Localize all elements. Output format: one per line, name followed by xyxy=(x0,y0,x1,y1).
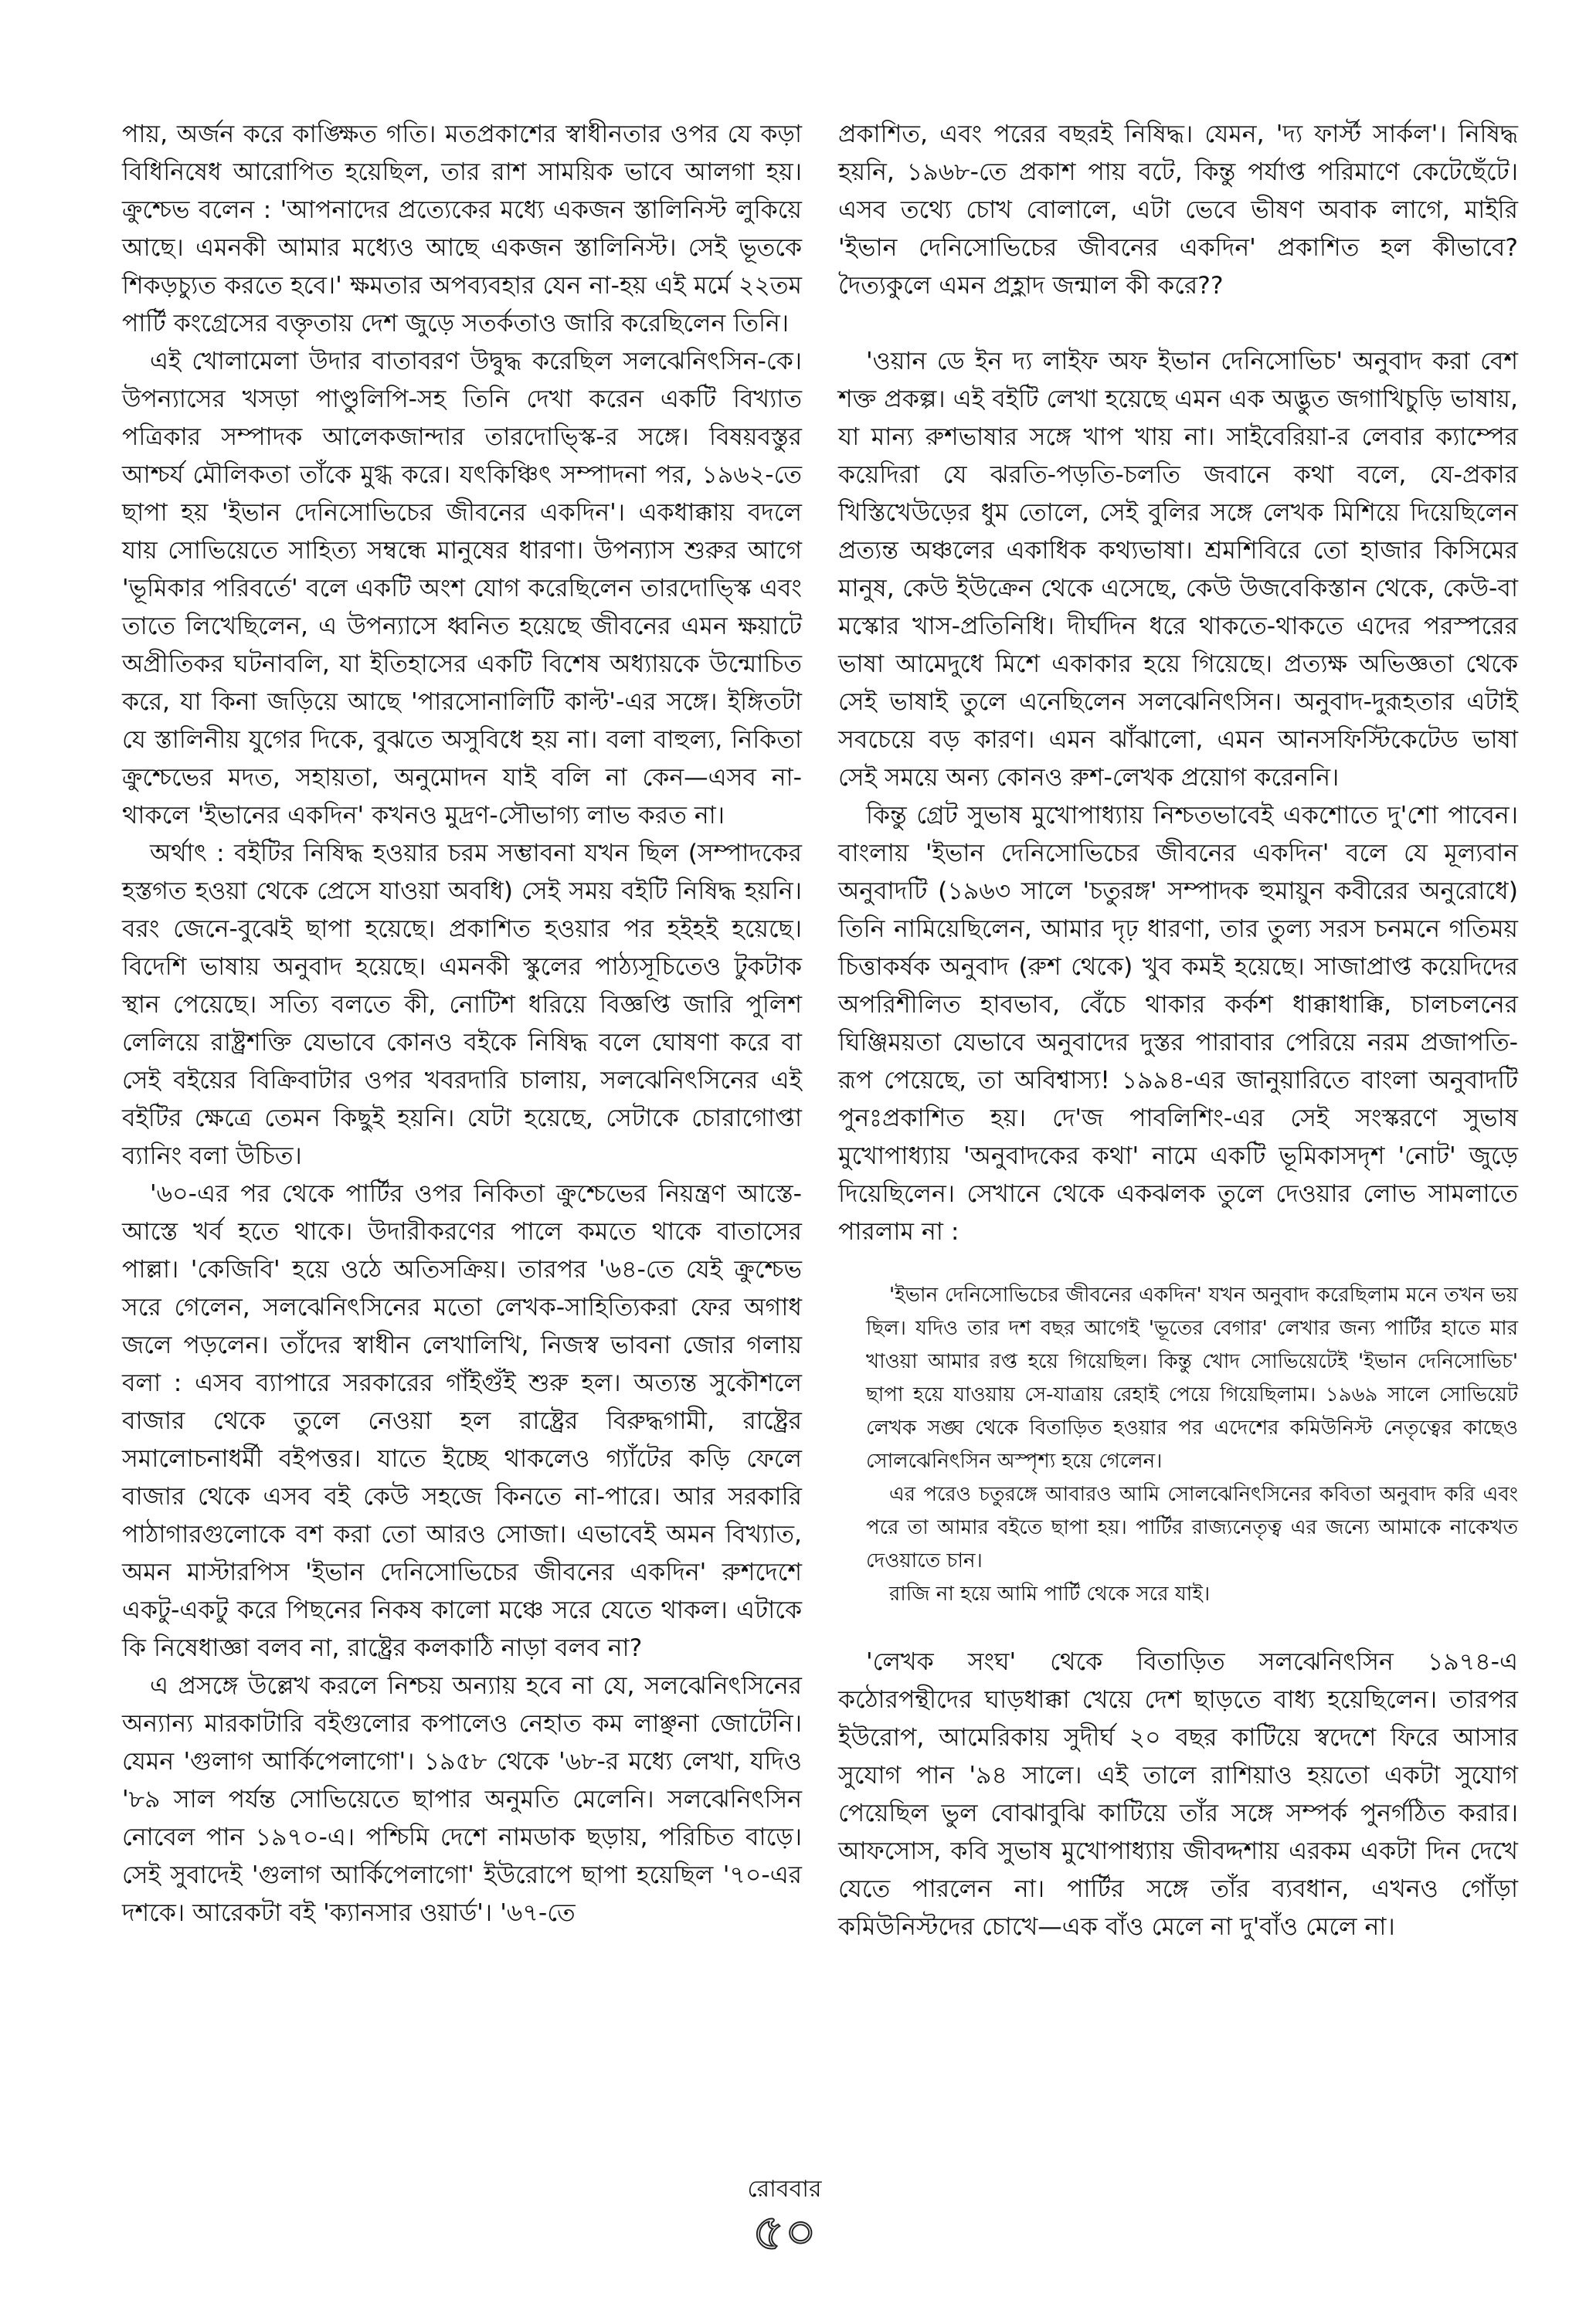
paragraph: পায়, অর্জন করে কাঙ্ক্ষিত গতি। মতপ্রকাশের স্বাধীনতার ওপর যে কড়া বিধিনিষেধ আরোপিত হয়েছিল, তার রাশ সাময়িক ভাবে আলগা হয়। ক্রুশ্চেভ বলেন : 'আপনাদের প্রত্যেকের মধ্যে একজন স্তালিনিস্ট লুকিয়ে আছে। এমনকী আমার মধ্যেও আছে একজন স্তালিনিস্ট। সেই ভূতকে শিকড়চ্যুত করতে হবে।' ক্ষমতার অপব্যবহার যেন না-হয় এই মর্মে ২২তম পার্টি কংগ্রেসের বক্তৃতায় দেশ জুড়ে সতর্কতাও জারি করেছিলেন তিনি। xyxy=(122,120,802,338)
block-quote xyxy=(866,1279,1518,1611)
paragraph: প্রকাশিত, এবং পরের বছরই নিষিদ্ধ। যেমন, 'দ্য ফার্স্ট সার্কল'। নিষিদ্ধ হয়নি, ১৯৬৮-তে প্রকাশ পায় বটে, কিন্তু পর্যাপ্ত পরিমাণে কেটেছেঁটে। এসব তথ্যে চোখ বোলালে, এটা ভেবে ভীষণ অবাক লাগে, মাইরি 'ইভান দেনিসোভিচের জীবনের একদিন' প্রকাশিত হল কীভাবে? দৈত্যকুলে এমন প্রহ্লাদ জন্মাল কী করে?? xyxy=(838,120,1518,300)
paragraph: কিন্তু গ্রেট সুভাষ মুখোপাধ্যায় নিশ্চতভাবেই একশোতে দু'শো পাবেন। বাংলায় 'ইভান দেনিসোভিচের জীবনের একদিন' বলে যে মূল্যবান অনুবাদটি (১৯৬৩ সালে 'চতুরঙ্গ' সম্পাদক হুমায়ুন কবীরের অনুরোধে) তিনি নামিয়েছিলেন, আমার দৃঢ় ধারণা, তার তুল্য সরস চনমনে গতিময় চিত্তাকর্ষক অনুবাদ (রুশ থেকে) খুব কমই হয়েছে। সাজাপ্রাপ্ত কয়েদিদের অপরিশীলিত হাবভাব, বেঁচে থাকার কর্কশ ধাক্কাধাক্কি, চালচলনের ঘিঞ্জিময়তা যেভাবে অনুবাদের দুস্তর পারাবার পেরিয়ে নরম প্রজাপতি-রূপ পেয়েছে, তা অবিশ্বাস্য! ১৯৯৪-এর জানুয়ারিতে বাংলা অনুবাদটি পুনঃপ্রকাশিত হয়। দে'জ পাবলিশিং-এর সেই সংস্করণে সুভাষ মুখোপাধ্যায় 'অনুবাদকের কথা' নামে একটি ভূমিকাসদৃশ 'নোট' জুড়ে দিয়েছিলেন। সেখানে থেকে একঝলক তুলে দেওয়ার লোভ সামলাতে পারলাম না : xyxy=(838,802,1518,1246)
right-column xyxy=(838,116,1518,1946)
paragraph: এই খোলামেলা উদার বাতাবরণ উদ্বুদ্ধ করেছিল সলঝেনিৎসিন-কে। উপন্যাসের খসড়া পাণ্ডুলিপি-সহ তিনি দেখা করেন একটি বিখ্যাত পত্রিকার সম্পাদক আলেকজান্দার তারদোভ্স্কি-র সঙ্গে। বিষয়বস্তুর আশ্চর্য মৌলিকতা তাঁকে মুগ্ধ করে। যৎকিঞ্চিৎ সম্পাদনা পর, ১৯৬২-তে ছাপা হয় 'ইভান দেনিসোভিচের জীবনের একদিন'। একধাক্কায় বদলে যায় সোভিয়েতে সাহিত্য সম্বন্ধে মানুষের ধারণা। উপন্যাস শুরুর আগে 'ভূমিকার পরিবর্তে' বলে একটি অংশ যোগ করেছিলেন তারদোভ্স্কি এবং তাতে লিখেছিলেন, এ উপন্যাসে ধ্বনিত হয়েছে জীবনের এমন ক্ষয়াটে অপ্রীতিকর ঘটনাবলি, যা ইতিহাসের একটি বিশেষ অধ্যায়কে উন্মোচিত করে, যা কিনা জড়িয়ে আছে 'পারসোনালিটি কাল্ট'-এর সঙ্গে। ইঙ্গিতটা যে স্তালিনীয় যুগের দিকে, বুঝতে অসুবিধে হয় না। বলা বাহুল্য, নিকিতা ক্রুশ্চেভের মদত, সহায়তা, অনুমোদন যাই বলি না কেন—এসব না-থাকলে 'ইভানের একদিন' কখনও মুদ্রণ-সৌভাগ্য লাভ করত না। xyxy=(122,348,802,830)
paragraph: 'ওয়ান ডে ইন দ্য লাইফ অফ ইভান দেনিসোভিচ' অনুবাদ করা বেশ শক্ত প্রকল্প। এই বইটি লেখা হয়েছে এমন এক অদ্ভুত জগাখিচুড়ি ভাষায়, যা মান্য রুশভাষার সঙ্গে খাপ খায় না। সাইবেরিয়া-র লেবার ক্যাম্পের কয়েদিরা যে ঝরতি-পড়তি-চলতি জবানে কথা বলে, যে-প্রকার খিস্তিখেউড়ের ধুম তোলে, সেই বুলির সঙ্গে লেখক মিশিয়ে দিয়েছিলেন প্রত্যন্ত অঞ্চলের একাধিক কথ্যভাষা। শ্রমশিবিরে তো হাজার কিসিমের মানুষ, কেউ ইউক্রেন থেকে এসেছে, কেউ উজবেকিস্তান থেকে, কেউ-বা মস্কোর খাস-প্রতিনিধি। দীর্ঘদিন ধরে থাকতে-থাকতে এদের পরস্পরের ভাষা আমেদুধে মিশে একাকার হয়ে গিয়েছে। প্রত্যক্ষ অভিজ্ঞতা থেকে সেই ভাষাই তুলে এনেছিলেন সলঝেনিৎসিন। অনুবাদ-দুরূহতার এটাই সবচেয়ে বড় কারণ। এমন ঝাঁঝালো, এমন আনসফিস্টিকেটেড ভাষা সেই সময়ে অন্য কোনও রুশ-লেখক প্রয়োগ করেননি। xyxy=(838,348,1518,792)
quote-paragraph: রাজি না হয়ে আমি পার্টি থেকে সরে যাই। xyxy=(889,1583,1211,1606)
left-column xyxy=(122,116,802,1932)
paragraph-gap xyxy=(838,305,1518,343)
paragraph: অর্থাৎ : বইটির নিষিদ্ধ হওয়ার চরম সম্ভাবনা যখন ছিল (সম্পাদকের হস্তগত হওয়া থেকে প্রেসে যাওয়া অবধি) সেই সময় বইটি নিষিদ্ধ হয়নি। বরং জেনে-বুঝেই ছাপা হয়েছে। প্রকাশিত হওয়ার পর হইহই হয়েছে। বিদেশি ভাষায় অনুবাদ হয়েছে। এমনকী স্কুলের পাঠ্যসূচিতেও টুকটাক স্থান পেয়েছে। সত্যি বলতে কী, নোটিশ ধরিয়ে বিজ্ঞপ্তি জারি পুলিশ লেলিয়ে রাষ্ট্রশক্তি যেভাবে কোনও বইকে নিষিদ্ধ বলে ঘোষণা করে বা সেই বইয়ের বিক্রিবাটার ওপর খবরদারি চালায়, সলঝেনিৎসিনের এই বইটির ক্ষেত্রে তেমন কিছুই হয়নি। যেটা হয়েছে, সেটাকে চোরাগোপ্তা ব্যানিং বলা উচিত। xyxy=(122,840,802,1170)
page-number: ৫০ xyxy=(752,2204,817,2261)
page-footer xyxy=(0,2174,1569,2261)
paragraph: 'লেখক সংঘ' থেকে বিতাড়িত সলঝেনিৎসিন ১৯৭৪-এ কঠোরপন্থীদের ঘাড়ধাক্কা খেয়ে দেশ ছাড়তে বাধ্য হয়েছিলেন। তারপর ইউরোপ, আমেরিকায় সুদীর্ঘ ২০ বছর কাটিয়ে স্বদেশে ফিরে আসার সুযোগ পান '৯৪ সালে। এই তালে রাশিয়াও হয়তো একটা সুযোগ পেয়েছিল ভুল বোঝাবুঝি কাটিয়ে তাঁর সঙ্গে সম্পর্ক পুনর্গঠিত করার। আফসোস, কবি সুভাষ মুখোপাধ্যায় জীবদ্দশায় এরকম একটা দিন দেখে যেতে পারলেন না। পার্টির সঙ্গে তাঁর ব্যবধান, এখনও গোঁড়া কমিউনিস্টদের চোখে—এক বাঁও মেলে না দু'বাঁও মেলে না। xyxy=(838,1648,1518,1941)
paragraph: '৬০-এর পর থেকে পার্টির ওপর নিকিতা ক্রুশ্চেভের নিয়ন্ত্রণ আস্তে-আস্তে খর্ব হতে থাকে। উদারীকরণের পালে কমতে থাকে বাতাসের পাল্লা। 'কেজিবি' হয়ে ওঠে অতিসক্রিয়। তারপর '৬৪-তে যেই ক্রুশ্চেভ সরে গেলেন, সলঝেনিৎসিনের মতো লেখক-সাহিত্যিকরা ফের অগাধ জলে পড়লেন। তাঁদের স্বাধীন লেখালিখি, নিজস্ব ভাবনা জোর গলায় বলা : এসব ব্যাপারে সরকারের গাঁইগুঁই শুরু হল। অত্যন্ত সুকৌশলে বাজার থেকে তুলে নেওয়া হল রাষ্ট্রের বিরুদ্ধগামী, রাষ্ট্রের সমালোচনাধর্মী বইপত্তর। যাতে ইচ্ছে থাকলেও গ্যাঁটের কড়ি ফেলে বাজার থেকে এসব বই কেউ সহজে কিনতে না-পারে। আর সরকারি পাঠাগারগুলোকে বশ করা তো আরও সোজা। এভাবেই অমন বিখ্যাত, অমন মাস্টারপিস 'ইভান দেনিসোভিচের জীবনের একদিন' রুশদেশে একটু-একটু করে পিছনের নিকষ কালো মঞ্চে সরে যেতে থাকল। এটাকে কি নিষেধাজ্ঞা বলব না, রাষ্ট্রের কলকাঠি নাড়া বলব না? xyxy=(122,1180,802,1662)
paragraph: এ প্রসঙ্গে উল্লেখ করলে নিশ্চয় অন্যায় হবে না যে, সলঝেনিৎসিনের অন্যান্য মারকাটারি বইগুলোর কপালেও নেহাত কম লাঞ্ছনা জোটেনি। যেমন 'গুলাগ আর্কিপেলাগো'। ১৯৫৮ থেকে '৬৮-র মধ্যে লেখা, যদিও '৮৯ সাল পর্যন্ত সোভিয়েতে ছাপার অনুমতি মেলেনি। সলঝেনিৎসিন নোবেল পান ১৯৭০-এ। পশ্চিমি দেশে নামডাক ছড়ায়, পরিচিত বাড়ে। সেই সুবাদেই 'গুলাগ আর্কিপেলাগো' ইউরোপে ছাপা হয়েছিল '৭০-এর দশকে। আরেকটা বই 'ক্যানসার ওয়ার্ড'। '৬৭-তে xyxy=(122,1672,802,1927)
magazine-name: রোববার xyxy=(747,2176,822,2203)
quote-paragraph: এর পরেও চতুরঙ্গে আবারও আমি সোলঝেনিৎসিনের কবিতা অনুবাদ করি এবং পরে তা আমার বইতে ছাপা হয়। পার্টির রাজ্যনেতৃত্ব এর জন্যে আমাকে নাকেখত দেওয়াতে চান। xyxy=(866,1483,1518,1573)
quote-paragraph: 'ইভান দেনিসোভিচের জীবনের একদিন' যখন অনুবাদ করেছিলাম মনে তখন ভয় ছিল। যদিও তার দশ বছর আগেই 'ভূতের বেগার' লেখার জন্য পার্টির হাতে মার খাওয়া আমার রপ্ত হয়ে গিয়েছিল। কিন্তু খোদ সোভিয়েটেই 'ইভান দেনিসোভিচ' ছাপা হয়ে যাওয়ায় সে-যাত্রায় রেহাই পেয়ে গিয়েছিলাম। ১৯৬৯ সালে সোভিয়েট লেখক সঙ্ঘ থেকে বিতাড়িত হওয়ার পর এদেশের কমিউনিস্ট নেতৃত্বের কাছেও সোলঝেনিৎসিন অস্পৃশ্য হয়ে গেলেন। xyxy=(866,1284,1518,1473)
